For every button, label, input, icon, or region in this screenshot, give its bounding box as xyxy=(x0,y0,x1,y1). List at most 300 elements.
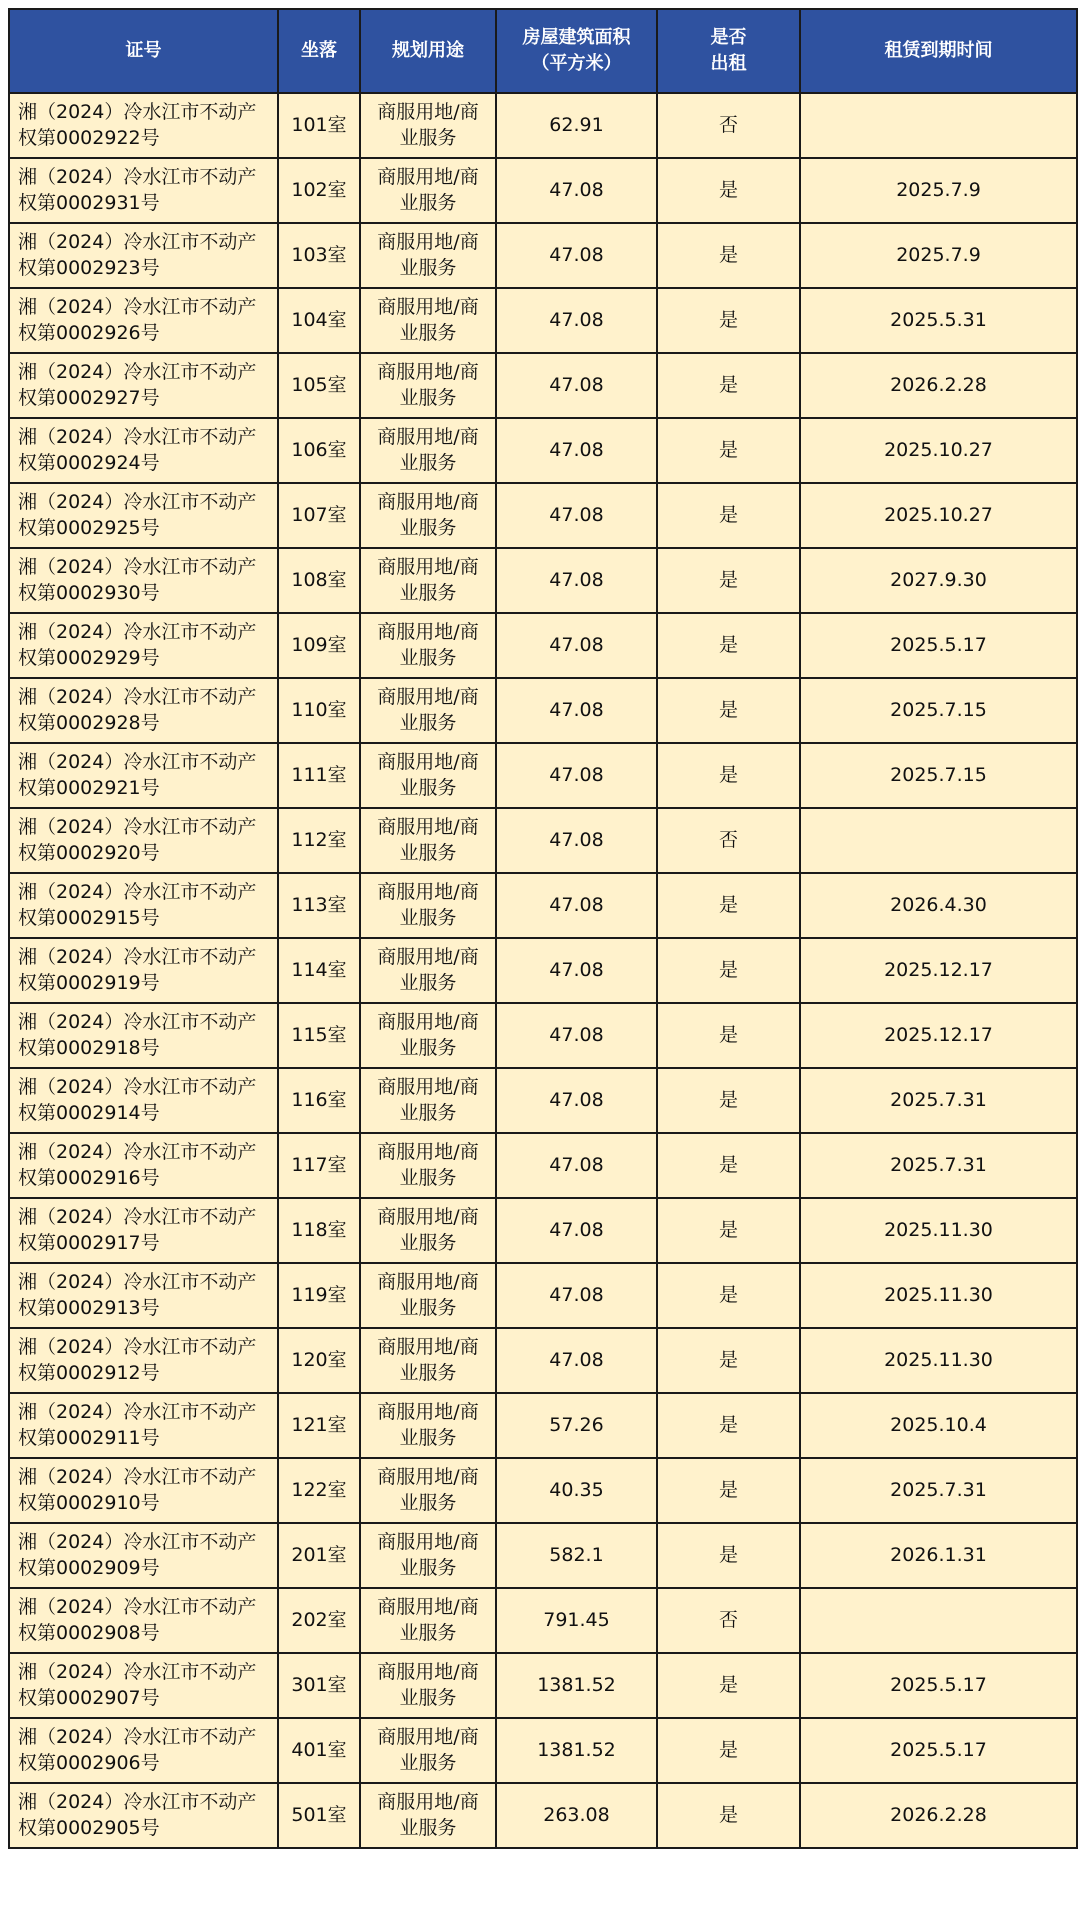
usage-cell xyxy=(360,808,496,873)
rented-cell xyxy=(657,1198,800,1263)
cert-cell xyxy=(9,1653,278,1718)
cert-line1: 湘（2024）冷水江市不动产 xyxy=(18,750,257,773)
area-cell xyxy=(496,678,657,743)
location-value: 120室 xyxy=(291,1348,347,1371)
usage-line1: 商服用地/商 xyxy=(377,1790,479,1813)
location-cell xyxy=(278,483,360,548)
header-rented-line1: 是否 xyxy=(710,26,747,48)
usage-cell xyxy=(360,678,496,743)
usage-line1: 商服用地/商 xyxy=(377,360,479,383)
location-cell xyxy=(278,1003,360,1068)
rented-cell xyxy=(657,1263,800,1328)
lease-end-cell xyxy=(800,353,1077,418)
lease-end-value: 2025.7.31 xyxy=(890,1153,987,1176)
usage-line1: 商服用地/商 xyxy=(377,750,479,773)
rented-value: 是 xyxy=(718,373,738,396)
rented-cell xyxy=(657,678,800,743)
lease-end-cell xyxy=(800,1458,1077,1523)
cert-cell xyxy=(9,1458,278,1523)
table-row xyxy=(9,418,1077,483)
usage-line1: 商服用地/商 xyxy=(377,1270,479,1293)
usage-line1: 商服用地/商 xyxy=(377,620,479,643)
location-value: 112室 xyxy=(291,828,347,851)
location-cell xyxy=(278,1328,360,1393)
location-cell xyxy=(278,288,360,353)
rented-value: 否 xyxy=(718,828,738,851)
rented-cell xyxy=(657,1003,800,1068)
cert-cell xyxy=(9,1783,278,1848)
cert-line1: 湘（2024）冷水江市不动产 xyxy=(18,1400,257,1423)
location-value: 202室 xyxy=(291,1608,347,1631)
area-cell xyxy=(496,158,657,223)
cert-line1: 湘（2024）冷水江市不动产 xyxy=(18,1335,257,1358)
usage-line2: 业服务 xyxy=(399,776,457,799)
location-value: 108室 xyxy=(291,568,347,591)
rented-value: 是 xyxy=(718,1088,738,1111)
table-row xyxy=(9,548,1077,613)
location-value: 401室 xyxy=(291,1738,347,1761)
header-usage xyxy=(360,9,496,93)
cert-line2: 权第0002916号 xyxy=(18,1166,160,1189)
property-table xyxy=(8,8,1078,1849)
cert-line2: 权第0002931号 xyxy=(18,191,160,214)
lease-end-value: 2027.9.30 xyxy=(890,568,987,591)
rented-value: 是 xyxy=(718,1803,738,1826)
area-cell xyxy=(496,613,657,678)
usage-line1: 商服用地/商 xyxy=(377,230,479,253)
location-cell xyxy=(278,418,360,483)
area-cell xyxy=(496,353,657,418)
lease-end-value: 2025.7.15 xyxy=(890,763,987,786)
table-row xyxy=(9,1718,1077,1783)
rented-value: 是 xyxy=(718,698,738,721)
rented-cell xyxy=(657,548,800,613)
rented-value: 是 xyxy=(718,1153,738,1176)
lease-end-cell xyxy=(800,1003,1077,1068)
cert-line1: 湘（2024）冷水江市不动产 xyxy=(18,1205,257,1228)
rented-cell xyxy=(657,1068,800,1133)
usage-line2: 业服务 xyxy=(399,906,457,929)
cert-cell xyxy=(9,1523,278,1588)
area-value: 582.1 xyxy=(549,1543,604,1566)
location-value: 107室 xyxy=(291,503,347,526)
area-value: 47.08 xyxy=(549,763,604,786)
table-row xyxy=(9,1653,1077,1718)
usage-cell xyxy=(360,1198,496,1263)
usage-cell xyxy=(360,1068,496,1133)
lease-end-cell xyxy=(800,1393,1077,1458)
usage-line1: 商服用地/商 xyxy=(377,815,479,838)
cert-line2: 权第0002914号 xyxy=(18,1101,160,1124)
usage-line1: 商服用地/商 xyxy=(377,1725,479,1748)
cert-line1: 湘（2024）冷水江市不动产 xyxy=(18,100,257,123)
location-value: 116室 xyxy=(291,1088,347,1111)
lease-end-cell xyxy=(800,288,1077,353)
cert-line1: 湘（2024）冷水江市不动产 xyxy=(18,230,257,253)
location-cell xyxy=(278,1133,360,1198)
table-row xyxy=(9,808,1077,873)
cert-line2: 权第0002907号 xyxy=(18,1686,160,1709)
table-row xyxy=(9,1003,1077,1068)
rented-value: 是 xyxy=(718,438,738,461)
area-cell xyxy=(496,743,657,808)
usage-cell xyxy=(360,158,496,223)
cert-cell xyxy=(9,158,278,223)
lease-end-cell xyxy=(800,1198,1077,1263)
location-cell xyxy=(278,613,360,678)
cert-line1: 湘（2024）冷水江市不动产 xyxy=(18,685,257,708)
rented-cell xyxy=(657,1328,800,1393)
location-value: 501室 xyxy=(291,1803,347,1826)
lease-end-cell xyxy=(800,938,1077,1003)
location-value: 109室 xyxy=(291,633,347,656)
cert-line1: 湘（2024）冷水江市不动产 xyxy=(18,815,257,838)
cert-cell xyxy=(9,223,278,288)
area-cell xyxy=(496,1393,657,1458)
lease-end-cell xyxy=(800,1653,1077,1718)
rented-cell xyxy=(657,1588,800,1653)
lease-end-cell xyxy=(800,158,1077,223)
usage-cell xyxy=(360,483,496,548)
table-row xyxy=(9,1458,1077,1523)
rented-cell xyxy=(657,353,800,418)
area-value: 47.08 xyxy=(549,1218,604,1241)
usage-line2: 业服务 xyxy=(399,1231,457,1254)
usage-line2: 业服务 xyxy=(399,256,457,279)
cert-line2: 权第0002930号 xyxy=(18,581,160,604)
area-cell xyxy=(496,1263,657,1328)
area-cell xyxy=(496,1458,657,1523)
rented-value: 是 xyxy=(718,1413,738,1436)
area-cell xyxy=(496,873,657,938)
cert-line1: 湘（2024）冷水江市不动产 xyxy=(18,555,257,578)
usage-cell xyxy=(360,93,496,158)
table-row xyxy=(9,353,1077,418)
lease-end-cell xyxy=(800,418,1077,483)
rented-cell xyxy=(657,483,800,548)
header-area-line1: 房屋建筑面积 xyxy=(522,26,631,48)
rented-cell xyxy=(657,1133,800,1198)
table-row xyxy=(9,678,1077,743)
location-cell xyxy=(278,223,360,288)
usage-line1: 商服用地/商 xyxy=(377,165,479,188)
usage-cell xyxy=(360,1588,496,1653)
header-area xyxy=(496,9,657,93)
rented-value: 否 xyxy=(718,1608,738,1631)
area-cell xyxy=(496,1003,657,1068)
lease-end-value: 2025.10.27 xyxy=(884,438,993,461)
location-cell xyxy=(278,1198,360,1263)
usage-line2: 业服务 xyxy=(399,1751,457,1774)
cert-cell xyxy=(9,483,278,548)
lease-end-value: 2025.10.4 xyxy=(890,1413,987,1436)
area-value: 47.08 xyxy=(549,1348,604,1371)
area-cell xyxy=(496,288,657,353)
area-value: 47.08 xyxy=(549,568,604,591)
cert-line1: 湘（2024）冷水江市不动产 xyxy=(18,1660,257,1683)
usage-line2: 业服务 xyxy=(399,1361,457,1384)
usage-line2: 业服务 xyxy=(399,1101,457,1124)
usage-cell xyxy=(360,613,496,678)
area-value: 47.08 xyxy=(549,1283,604,1306)
lease-end-cell xyxy=(800,808,1077,873)
cert-line1: 湘（2024）冷水江市不动产 xyxy=(18,1075,257,1098)
usage-cell xyxy=(360,288,496,353)
usage-cell xyxy=(360,1263,496,1328)
cert-line2: 权第0002908号 xyxy=(18,1621,160,1644)
usage-cell xyxy=(360,743,496,808)
header-row xyxy=(9,9,1077,93)
cert-line2: 权第0002924号 xyxy=(18,451,160,474)
cert-line2: 权第0002909号 xyxy=(18,1556,160,1579)
usage-cell xyxy=(360,1718,496,1783)
area-cell xyxy=(496,1653,657,1718)
usage-line2: 业服务 xyxy=(399,386,457,409)
location-value: 101室 xyxy=(291,113,347,136)
area-value: 47.08 xyxy=(549,438,604,461)
cert-cell xyxy=(9,1133,278,1198)
location-cell xyxy=(278,1588,360,1653)
cert-cell xyxy=(9,1393,278,1458)
area-cell xyxy=(496,1328,657,1393)
cert-line2: 权第0002922号 xyxy=(18,126,160,149)
location-value: 117室 xyxy=(291,1153,347,1176)
cert-cell xyxy=(9,353,278,418)
cert-line1: 湘（2024）冷水江市不动产 xyxy=(18,880,257,903)
rented-cell xyxy=(657,1783,800,1848)
area-value: 47.08 xyxy=(549,698,604,721)
table-row xyxy=(9,1393,1077,1458)
area-cell xyxy=(496,548,657,613)
table-row xyxy=(9,1068,1077,1133)
cert-cell xyxy=(9,1263,278,1328)
location-cell xyxy=(278,938,360,1003)
lease-end-value: 2025.11.30 xyxy=(884,1348,993,1371)
lease-end-cell xyxy=(800,548,1077,613)
rented-value: 是 xyxy=(718,1673,738,1696)
usage-line2: 业服务 xyxy=(399,711,457,734)
location-cell xyxy=(278,1653,360,1718)
location-cell xyxy=(278,353,360,418)
usage-line2: 业服务 xyxy=(399,191,457,214)
table-row xyxy=(9,1263,1077,1328)
location-value: 111室 xyxy=(291,763,347,786)
area-value: 1381.52 xyxy=(537,1738,616,1761)
cert-line2: 权第0002927号 xyxy=(18,386,160,409)
usage-line1: 商服用地/商 xyxy=(377,1140,479,1163)
table-row xyxy=(9,1328,1077,1393)
usage-line2: 业服务 xyxy=(399,1491,457,1514)
lease-end-cell xyxy=(800,1523,1077,1588)
usage-line1: 商服用地/商 xyxy=(377,1075,479,1098)
lease-end-value: 2025.7.9 xyxy=(896,243,981,266)
area-value: 57.26 xyxy=(549,1413,604,1436)
area-value: 47.08 xyxy=(549,1153,604,1176)
cert-line1: 湘（2024）冷水江市不动产 xyxy=(18,295,257,318)
usage-line1: 商服用地/商 xyxy=(377,100,479,123)
lease-end-cell xyxy=(800,1068,1077,1133)
lease-end-cell xyxy=(800,678,1077,743)
usage-line1: 商服用地/商 xyxy=(377,425,479,448)
cert-line1: 湘（2024）冷水江市不动产 xyxy=(18,1140,257,1163)
rented-cell xyxy=(657,1718,800,1783)
cert-cell xyxy=(9,1198,278,1263)
cert-cell xyxy=(9,93,278,158)
usage-line2: 业服务 xyxy=(399,1166,457,1189)
cert-cell xyxy=(9,288,278,353)
usage-line2: 业服务 xyxy=(399,126,457,149)
usage-cell xyxy=(360,223,496,288)
table-row xyxy=(9,1588,1077,1653)
lease-end-cell xyxy=(800,1718,1077,1783)
usage-line1: 商服用地/商 xyxy=(377,295,479,318)
lease-end-value: 2026.4.30 xyxy=(890,893,987,916)
lease-end-cell xyxy=(800,743,1077,808)
usage-line2: 业服务 xyxy=(399,646,457,669)
cert-cell xyxy=(9,613,278,678)
lease-end-cell xyxy=(800,1783,1077,1848)
lease-end-value: 2025.7.9 xyxy=(896,178,981,201)
usage-line1: 商服用地/商 xyxy=(377,1660,479,1683)
usage-cell xyxy=(360,1133,496,1198)
cert-line2: 权第0002918号 xyxy=(18,1036,160,1059)
location-cell xyxy=(278,678,360,743)
usage-line2: 业服务 xyxy=(399,1036,457,1059)
location-value: 115室 xyxy=(291,1023,347,1046)
rented-cell xyxy=(657,873,800,938)
rented-value: 是 xyxy=(718,1478,738,1501)
lease-end-value: 2025.7.31 xyxy=(890,1088,987,1111)
rented-cell xyxy=(657,1393,800,1458)
area-value: 47.08 xyxy=(549,893,604,916)
usage-line2: 业服务 xyxy=(399,971,457,994)
location-value: 110室 xyxy=(291,698,347,721)
rented-cell xyxy=(657,808,800,873)
usage-line2: 业服务 xyxy=(399,1556,457,1579)
cert-cell xyxy=(9,678,278,743)
table-row xyxy=(9,93,1077,158)
cert-line2: 权第0002910号 xyxy=(18,1491,160,1514)
area-cell xyxy=(496,93,657,158)
usage-line1: 商服用地/商 xyxy=(377,1595,479,1618)
rented-value: 是 xyxy=(718,763,738,786)
rented-value: 否 xyxy=(718,113,738,136)
area-value: 62.91 xyxy=(549,113,604,136)
lease-end-value: 2025.7.15 xyxy=(890,698,987,721)
usage-line1: 商服用地/商 xyxy=(377,1530,479,1553)
usage-line2: 业服务 xyxy=(399,1686,457,1709)
cert-cell xyxy=(9,1588,278,1653)
lease-end-value: 2026.2.28 xyxy=(890,373,987,396)
rented-value: 是 xyxy=(718,1348,738,1371)
location-value: 301室 xyxy=(291,1673,347,1696)
usage-line1: 商服用地/商 xyxy=(377,555,479,578)
lease-end-value: 2025.5.17 xyxy=(890,633,987,656)
table-body xyxy=(9,93,1077,1848)
usage-line2: 业服务 xyxy=(399,1296,457,1319)
usage-line1: 商服用地/商 xyxy=(377,685,479,708)
usage-line1: 商服用地/商 xyxy=(377,1465,479,1488)
cert-line1: 湘（2024）冷水江市不动产 xyxy=(18,360,257,383)
location-value: 105室 xyxy=(291,373,347,396)
rented-value: 是 xyxy=(718,633,738,656)
usage-cell xyxy=(360,1653,496,1718)
table-row xyxy=(9,1198,1077,1263)
cert-line1: 湘（2024）冷水江市不动产 xyxy=(18,1530,257,1553)
cert-line1: 湘（2024）冷水江市不动产 xyxy=(18,1790,257,1813)
cert-line1: 湘（2024）冷水江市不动产 xyxy=(18,165,257,188)
area-cell xyxy=(496,1198,657,1263)
location-value: 201室 xyxy=(291,1543,347,1566)
cert-cell xyxy=(9,1328,278,1393)
lease-end-cell xyxy=(800,223,1077,288)
rented-value: 是 xyxy=(718,1283,738,1306)
usage-line2: 业服务 xyxy=(399,581,457,604)
header-lease-end-label: 租赁到期时间 xyxy=(884,39,993,61)
area-cell xyxy=(496,418,657,483)
rented-cell xyxy=(657,1653,800,1718)
cert-line2: 权第0002923号 xyxy=(18,256,160,279)
lease-end-value: 2025.5.31 xyxy=(890,308,987,331)
usage-line2: 业服务 xyxy=(399,1816,457,1839)
cert-cell xyxy=(9,808,278,873)
area-value: 263.08 xyxy=(543,1803,610,1826)
location-cell xyxy=(278,808,360,873)
location-value: 121室 xyxy=(291,1413,347,1436)
table-row xyxy=(9,873,1077,938)
location-value: 103室 xyxy=(291,243,347,266)
lease-end-value: 2025.12.17 xyxy=(884,1023,993,1046)
location-value: 113室 xyxy=(291,893,347,916)
cert-line2: 权第0002919号 xyxy=(18,971,160,994)
location-cell xyxy=(278,743,360,808)
cert-line2: 权第0002911号 xyxy=(18,1426,160,1449)
area-cell xyxy=(496,1588,657,1653)
usage-cell xyxy=(360,1783,496,1848)
lease-end-value: 2025.5.17 xyxy=(890,1738,987,1761)
location-cell xyxy=(278,873,360,938)
location-value: 122室 xyxy=(291,1478,347,1501)
lease-end-cell xyxy=(800,1328,1077,1393)
header-cert-label: 证号 xyxy=(125,39,162,61)
property-table-container xyxy=(8,8,1078,1849)
lease-end-value: 2025.11.30 xyxy=(884,1218,993,1241)
rented-value: 是 xyxy=(718,1738,738,1761)
lease-end-value: 2026.1.31 xyxy=(890,1543,987,1566)
cert-line1: 湘（2024）冷水江市不动产 xyxy=(18,620,257,643)
header-lease-end xyxy=(800,9,1077,93)
area-value: 47.08 xyxy=(549,1023,604,1046)
cert-cell xyxy=(9,418,278,483)
cert-line1: 湘（2024）冷水江市不动产 xyxy=(18,1465,257,1488)
location-cell xyxy=(278,1718,360,1783)
location-value: 104室 xyxy=(291,308,347,331)
area-cell xyxy=(496,808,657,873)
table-row xyxy=(9,483,1077,548)
location-cell xyxy=(278,548,360,613)
rented-cell xyxy=(657,288,800,353)
lease-end-value: 2025.7.31 xyxy=(890,1478,987,1501)
location-value: 106室 xyxy=(291,438,347,461)
usage-line1: 商服用地/商 xyxy=(377,1205,479,1228)
rented-cell xyxy=(657,743,800,808)
cert-cell xyxy=(9,873,278,938)
table-row xyxy=(9,223,1077,288)
lease-end-cell xyxy=(800,873,1077,938)
rented-value: 是 xyxy=(718,958,738,981)
rented-cell xyxy=(657,1458,800,1523)
rented-cell xyxy=(657,158,800,223)
